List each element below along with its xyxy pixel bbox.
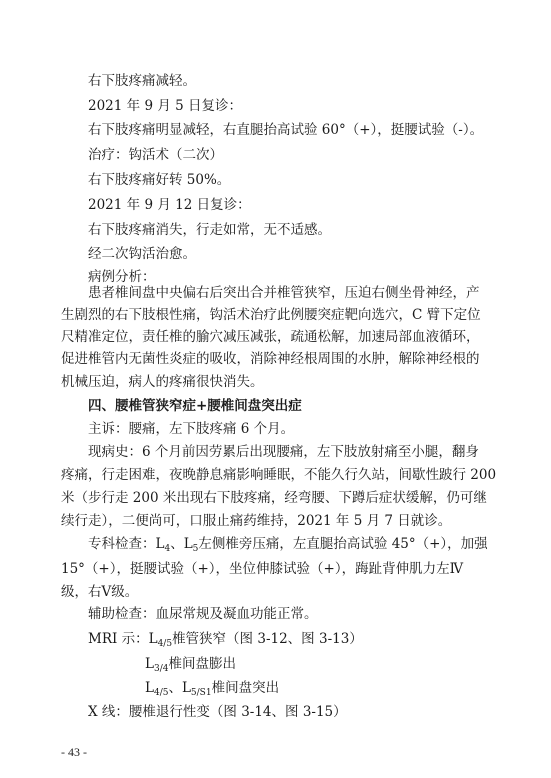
history-line: 续行走），二便尚可，口服止痛药维持，2021 年 5 月 7 日就诊。: [61, 513, 452, 529]
paragraph-line: 尺精准定位，责任椎的腧穴减压减张，疏通松解，加速局部血液循环，: [61, 329, 480, 345]
text-line: 2021 年 9 月 12 日复诊：: [88, 197, 251, 213]
exam-line: 专科检查：$L_4$、$L_5$左侧椎旁压痛，左直腿抬高试验 45°（+），加强: [88, 536, 488, 554]
history-line: 疼痛，行走困难，夜晚静息痛影响睡眠，不能久行久站，间歇性跛行 200: [61, 467, 497, 483]
paragraph-line: 促进椎管内无菌性炎症的吸收，消除神经根周围的水肿，解除神经根的: [61, 351, 480, 367]
paragraph-line: 生剧烈的右下肢根性痛，钩活术治疗此例腰突症靶向选穴，C 臂下定位: [61, 307, 481, 323]
history-line: 现病史：6 个月前因劳累后出现腰痛，左下肢放射痛至小腿，翻身: [88, 444, 479, 460]
exam-line: 15°（+），挺腰试验（+），坐位伸膝试验（+），踇趾背伸肌力左Ⅳ: [61, 561, 464, 577]
xray-line: X 线：腰椎退行性变（图 3-14、图 3-15）: [88, 704, 347, 720]
text-line: 2021 年 9 月 5 日复诊：: [88, 98, 242, 114]
text-line: 右下肢疼痛好转 50%。: [88, 172, 231, 188]
text-line: 右下肢疼痛消失，行走如常，无不适感。: [88, 222, 331, 238]
history-line: 米（步行走 200 米出现右下肢疼痛，经弯腰、下蹲后症状缓解，仍可继: [61, 490, 487, 506]
auxiliary-exam-line: 辅助检查：血尿常规及凝血功能正常。: [88, 606, 318, 622]
mri-line: MRI 示：$L_{4/5}$椎管狭窄（图 3-12、图 3-13）: [88, 631, 363, 649]
paragraph-line: 机械压迫，病人的疼痛很快消失。: [61, 374, 264, 390]
text-line: 治疗：钩活术（二次）: [88, 147, 223, 163]
paragraph-line: 患者椎间盘中央偏右后突出合并椎管狭窄，压迫右侧坐骨神经，产: [88, 285, 480, 301]
chief-complaint-line: 主诉：腰痛，左下肢疼痛 6 个月。: [88, 421, 295, 437]
text-line: 经二次钩活治愈。: [88, 246, 196, 262]
page-number: - 43 -: [61, 745, 87, 759]
exam-line: 级，右Ⅴ级。: [61, 584, 139, 600]
text-line: 病例分析：: [88, 269, 156, 285]
text-line: 右下肢疼痛明显减轻，右直腿抬高试验 60°（+），挺腰试验（-）。: [88, 122, 484, 138]
mri-line: $L_{4/5}$、$L_{5/S1}$椎间盘突出: [145, 680, 280, 698]
section-heading: 四、腰椎管狭窄症+腰椎间盘突出症: [88, 398, 302, 414]
text-line: 右下肢疼痛减轻。: [88, 73, 196, 89]
mri-line: $L_{3/4}$椎间盘膨出: [145, 656, 236, 674]
